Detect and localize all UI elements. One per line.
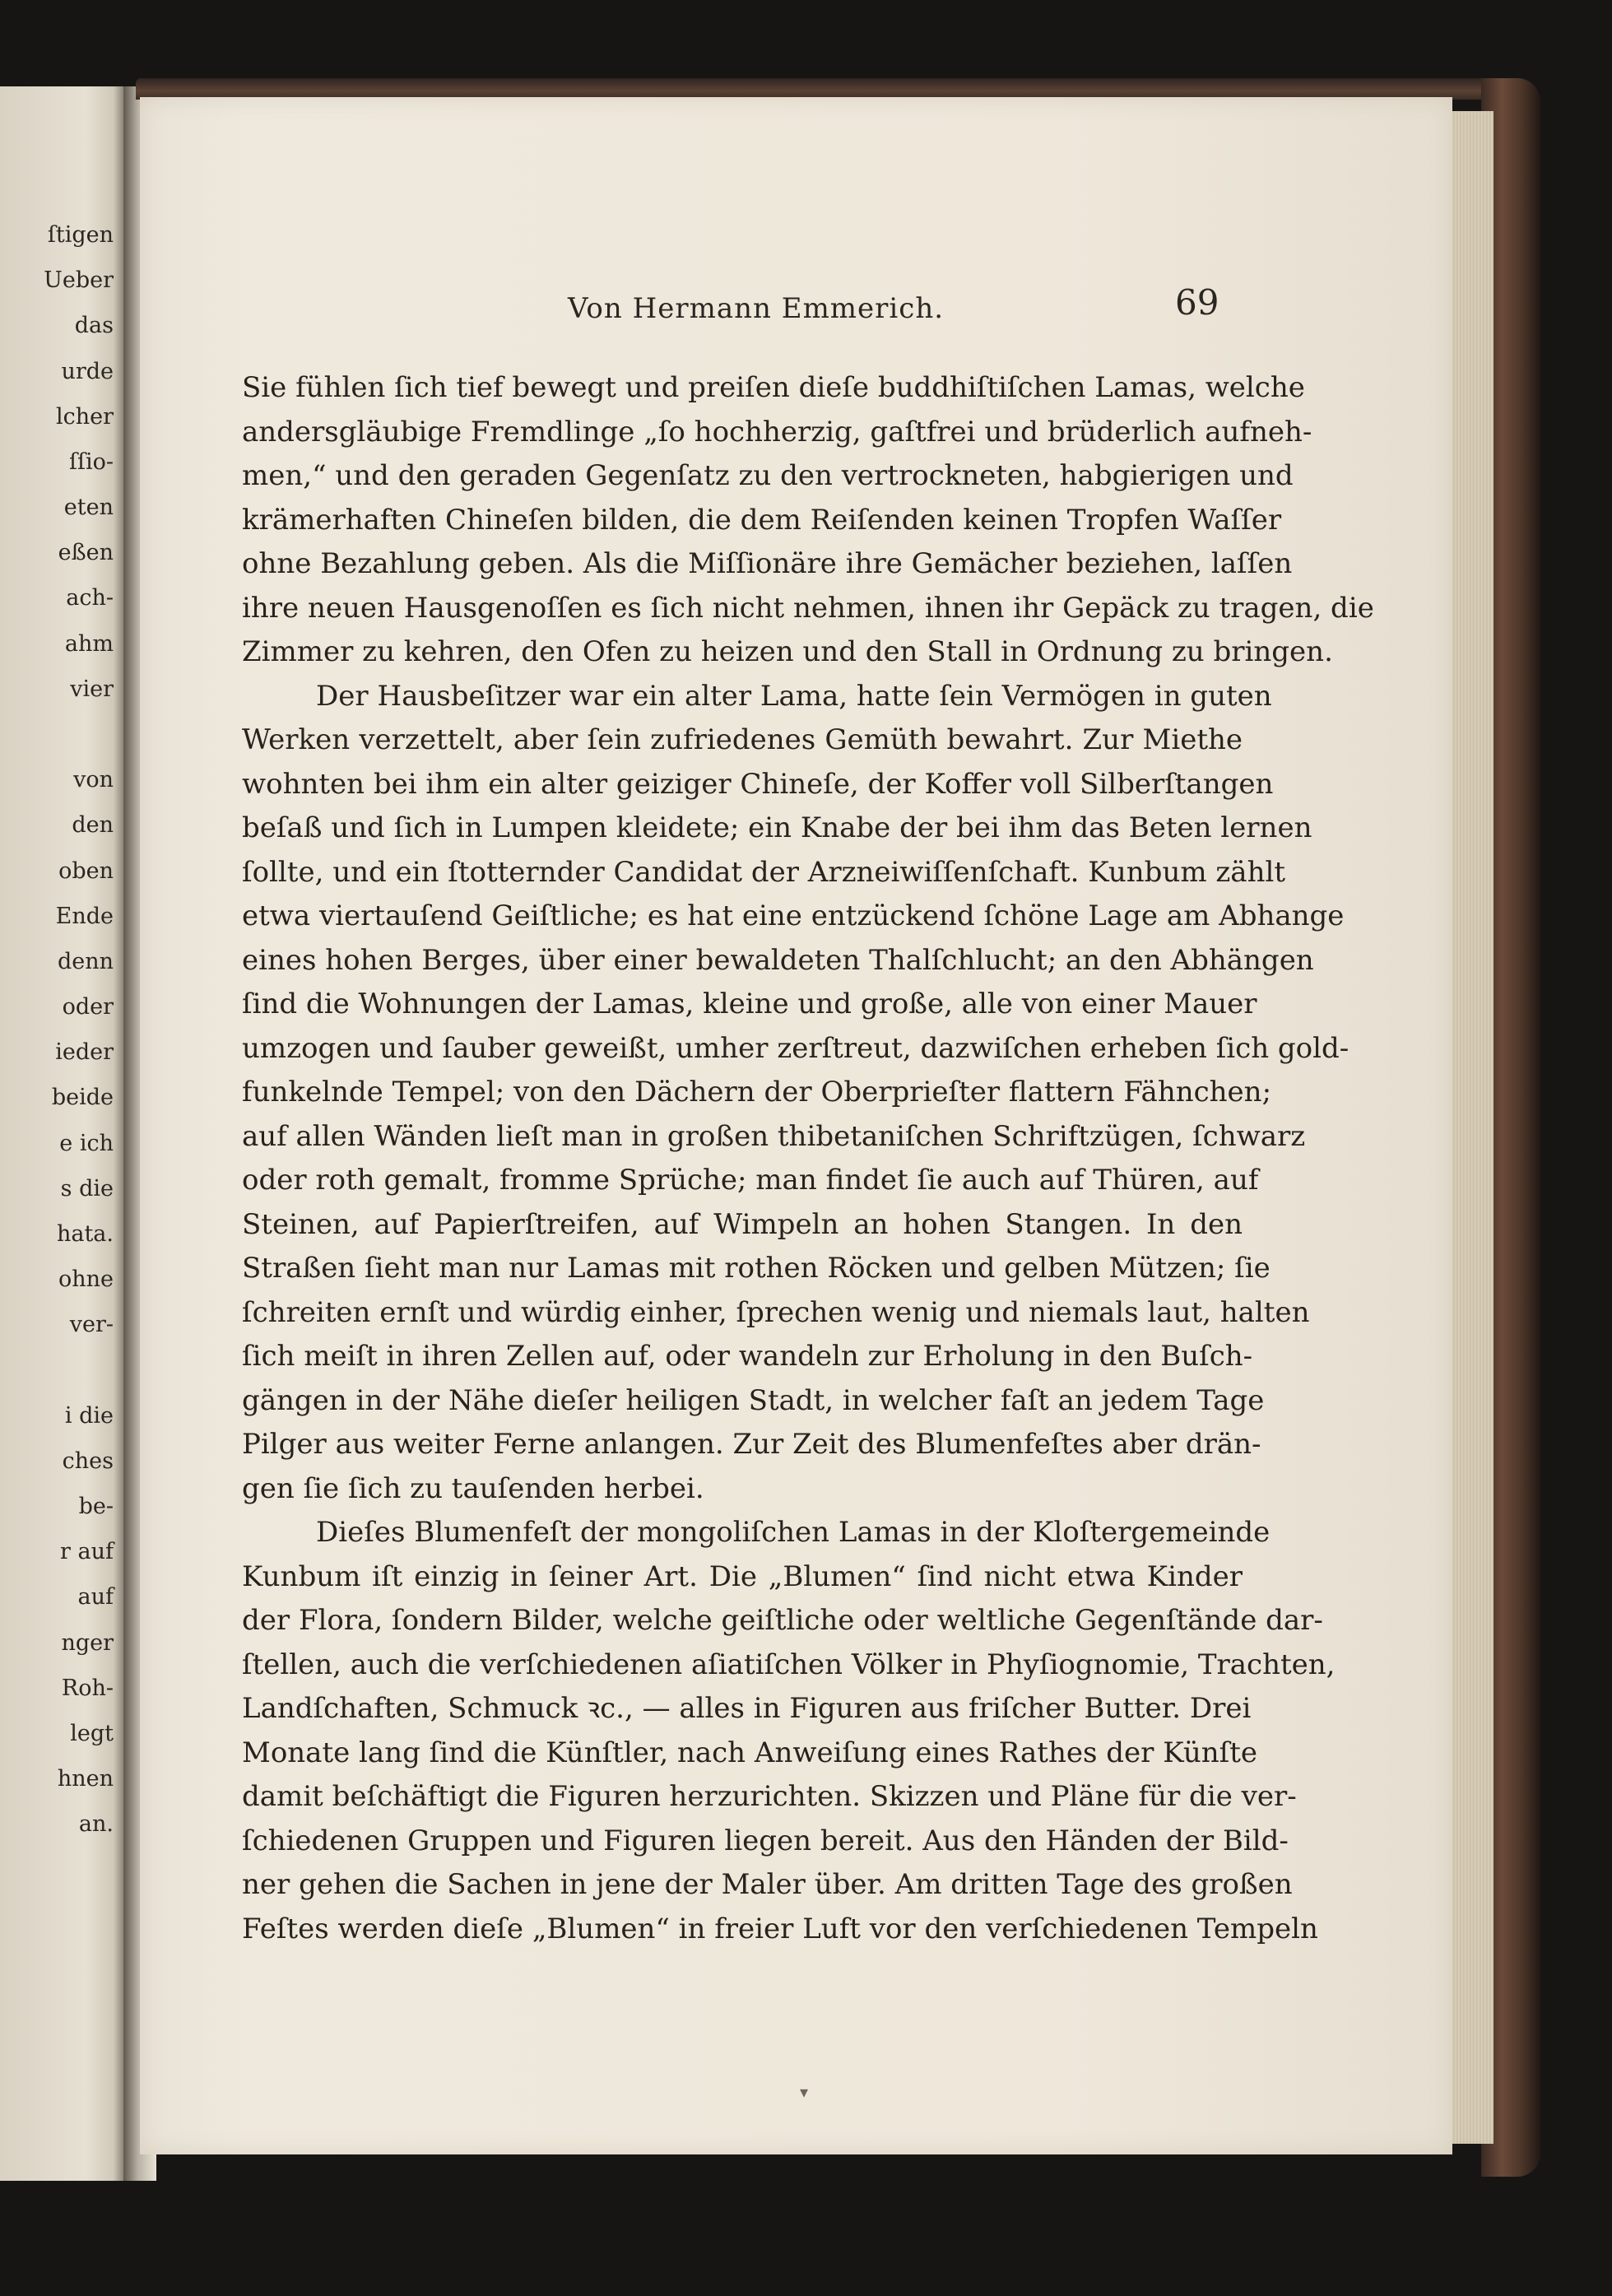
body-text [242,366,1374,1951]
left-page-fragment: beide [51,1085,114,1111]
left-page-fragment: e ich [59,1130,114,1156]
left-page-fragment: oben [58,858,114,884]
running-head: Von Hermann Emmerich. [568,292,945,325]
text-line: umzogen und ſauber geweißt, umher zerſtreut, dazwiſchen erheben ſich gold- [242,1031,1350,1065]
text-line: Straßen ſieht man nur Lamas mit rothen Röcken und gelben Mützen; ſie [242,1252,1271,1285]
text-line: Sie fühlen ſich tief bewegt und preiſen dieſe buddhiſtiſchen Lamas, welche [242,371,1305,404]
text-line: Dieſes Blumenfeſt der mongoliſchen Lamas in der Kloſtergemeinde [316,1516,1271,1549]
text-line: ſtellen, auch die verſchiedenen aſiatiſchen Völker in Phyſiognomie, Trachten, [242,1648,1336,1681]
text-line: der Flora, ſondern Bilder, welche geiſtliche oder weltliche Gegenſtände dar- [242,1604,1323,1637]
text-line: Feſtes werden dieſe „Blumen“ in freier Luft vor den verſchiedenen Tempeln [242,1912,1318,1945]
left-page-fragment: ver- [69,1312,114,1338]
text-line: ohne Bezahlung geben. Als die Miſſionäre ihre Gemächer beziehen, laſſen [242,547,1293,580]
left-page-fragment: denn [57,948,114,974]
left-page-fragment: vier [70,676,114,702]
left-page-fragment: Ueber [44,267,114,294]
text-line: ſind die Wohnungen der Lamas, kleine und große, alle von einer Mauer [242,988,1257,1020]
text-line: oder roth gemalt, fromme Sprüche; man findet ſie auch auf Thüren, auf [242,1164,1259,1197]
page-block-edges [1452,111,1494,2144]
left-page-fragment: s die [60,1175,114,1201]
left-page-fragment: Roh- [61,1675,114,1701]
previous-page-edge [0,86,123,2181]
left-page-fragment: Ende [55,903,114,929]
left-page-fragment: hnen [57,1766,114,1792]
text-line: ſollte, und ein ſtotternder Candidat der Arzneiwiſſenſchaft. Kunbum zählt [242,855,1286,889]
left-page-fragment: ſtigen [47,222,114,248]
text-line: ner gehen die Sachen in jene der Maler über. Am dritten Tage des großen [242,1868,1293,1901]
text-line: eines hohen Berges, über einer bewaldeten Thalſchlucht; an den Abhängen [242,943,1314,977]
text-line: Werken verzettelt, aber ſein zufriedenes Gemüth bewahrt. Zur Miethe [242,723,1243,756]
text-line: krämerhaften Chineſen bilden, die dem Reiſenden keinen Tropfen Waſſer [242,503,1282,537]
left-page-fragment: ahm [64,630,114,657]
left-page-fragment: auf [77,1584,114,1610]
left-page-fragment: ohne [58,1267,114,1293]
text-line: ſich meiſt in ihren Zellen auf, oder wandeln zur Erholung in den Buſch- [242,1340,1253,1373]
text-line: ſchreiten ernſt und würdig einher, ſprechen wenig und niemals laut, halten [242,1295,1310,1329]
text-line: ihre neuen Hausgenoſſen es ſich nicht nehmen, ihnen ihr Gepäck zu tragen, die [242,591,1374,625]
text-line: Zimmer zu kehren, den Ofen zu heizen und den Stall in Ordnung zu bringen. [242,635,1333,668]
text-line: funkelnde Tempel; von den Dächern der Oberprieſter flattern Fähnchen; [242,1076,1272,1108]
text-line: Der Hausbeſitzer war ein alter Lama, hatte ſein Vermögen in guten [316,679,1272,713]
page-number: 69 [1175,282,1219,323]
left-page-fragment: eten [63,495,114,521]
text-line: andersgläubige Fremdlinge „ſo hochherzig, gaſtfrei und brüderlich aufneh- [242,415,1312,449]
left-page-fragment: lcher [55,403,114,430]
footer-mark: ▾ [800,2082,809,2102]
text-line: wohnten bei ihm ein alter geiziger Chineſe, der Koffer voll Silberſtangen [242,767,1274,801]
left-page-fragment: hata. [56,1220,114,1247]
text-line: beſaß und ſich in Lumpen kleidete; ein Knabe der bei ihm das Beten lernen [242,811,1312,844]
left-page-fragment: legt [70,1720,114,1746]
left-page-fragment: oder [62,994,114,1020]
text-line: auf allen Wänden lieſt man in großen thibetaniſchen Schriftzügen, ſchwarz [242,1119,1306,1153]
left-page-fragment: ſſio- [69,449,114,475]
left-page-fragment: eßen [58,540,114,566]
left-page-fragment: das [74,313,114,339]
left-page-fragment: i die [64,1402,114,1429]
left-page-fragment: ach- [66,585,114,611]
text-line: Pilger aus weiter Ferne anlangen. Zur Zeit des Blumenfeſtes aber drän- [242,1428,1261,1461]
text-line: Steinen, auf Papierſtreifen, auf Wimpeln an hohen Stangen. In den [242,1207,1243,1241]
left-page-fragment: r auf [60,1539,114,1565]
text-line: damit beſchäftigt die Figuren herzurichten. Skizzen und Pläne für die ver- [242,1780,1297,1813]
left-page-fragment: be- [78,1494,114,1520]
left-page-fragment: von [73,767,114,793]
text-line: men,“ und den geraden Gegenſatz zu den vertrockneten, habgierigen und [242,459,1294,492]
text-line: gängen in der Nähe dieſer heiligen Stadt, in welcher faſt an jedem Tage [242,1383,1265,1417]
left-page-fragment: nger [61,1629,114,1656]
text-line: ſchiedenen Gruppen und Figuren liegen bereit. Aus den Händen der Bild- [242,1824,1289,1857]
left-page-fragment: den [72,812,114,839]
text-line: Landſchaften, Schmuck ꝛc., — alles in Figuren aus friſcher Butter. Drei [242,1692,1252,1725]
left-page-fragment: ches [62,1448,114,1474]
left-page-fragment: an. [78,1811,114,1838]
left-page-fragment: ieder [55,1039,114,1066]
text-line: Monate lang ſind die Künſtler, nach Anweiſung eines Rathes der Künſte [242,1736,1258,1769]
text-line: Kunbum iſt einzig in ſeiner Art. Die „Blumen“ ſind nicht etwa Kinder [242,1559,1243,1593]
text-line: gen ſie ſich zu tauſenden herbei. [242,1471,704,1505]
left-page-fragment: urde [61,358,114,384]
text-line: etwa viertauſend Geiſtliche; es hat eine entzückend ſchöne Lage am Abhange [242,899,1345,932]
